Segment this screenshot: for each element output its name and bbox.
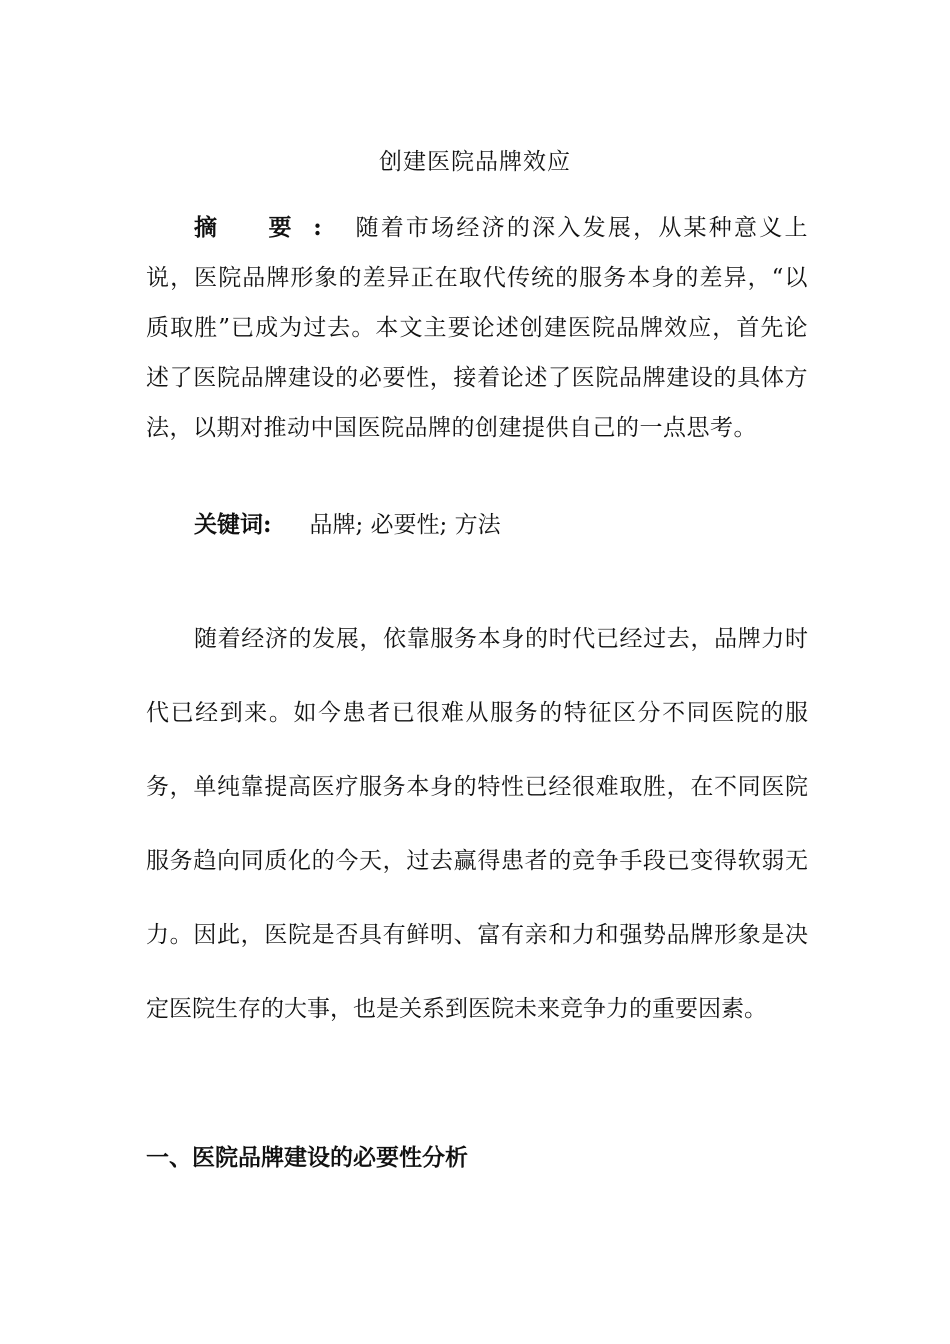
keywords-line [194, 500, 501, 550]
keywords-text: 品牌; 必要性; 方法 [309, 512, 501, 538]
abstract-paragraph [146, 203, 808, 453]
abstract-text: 随着市场经济的深入发展，从某种意义上说，医院品牌形象的差异正在取代传统的服务本身的差异，“以质取胜”已成为过去。本文主要论述创建医院品牌效应，首先论述了医院品牌建设的必要性，接着论述了医院品牌建设的具体方法，以期对推动中国医院品牌的创建提供自己的一点思考。 [146, 215, 809, 441]
body-paragraph: 随着经济的发展，依靠服务本身的时代已经过去，品牌力时代已经到来。如今患者已很难从服务的特征区分不同医院的服务，单纯靠提高医疗服务本身的特性已经很难取胜，在不同医院服务趋向同质化的今天，过去赢得患者的竞争手段已变得软弱无力。因此，医院是否具有鲜明、富有亲和力和强势品牌形象是决定医院生存的大事，也是关系到医院未来竞争力的重要因素。 [146, 626, 808, 1022]
keywords-label: 关键词: [194, 511, 272, 538]
document-title: 创建医院品牌效应 [379, 149, 571, 175]
abstract-label: 摘 要: [194, 214, 342, 241]
section-heading: 一、医院品牌建设的必要性分析 [146, 1144, 468, 1171]
